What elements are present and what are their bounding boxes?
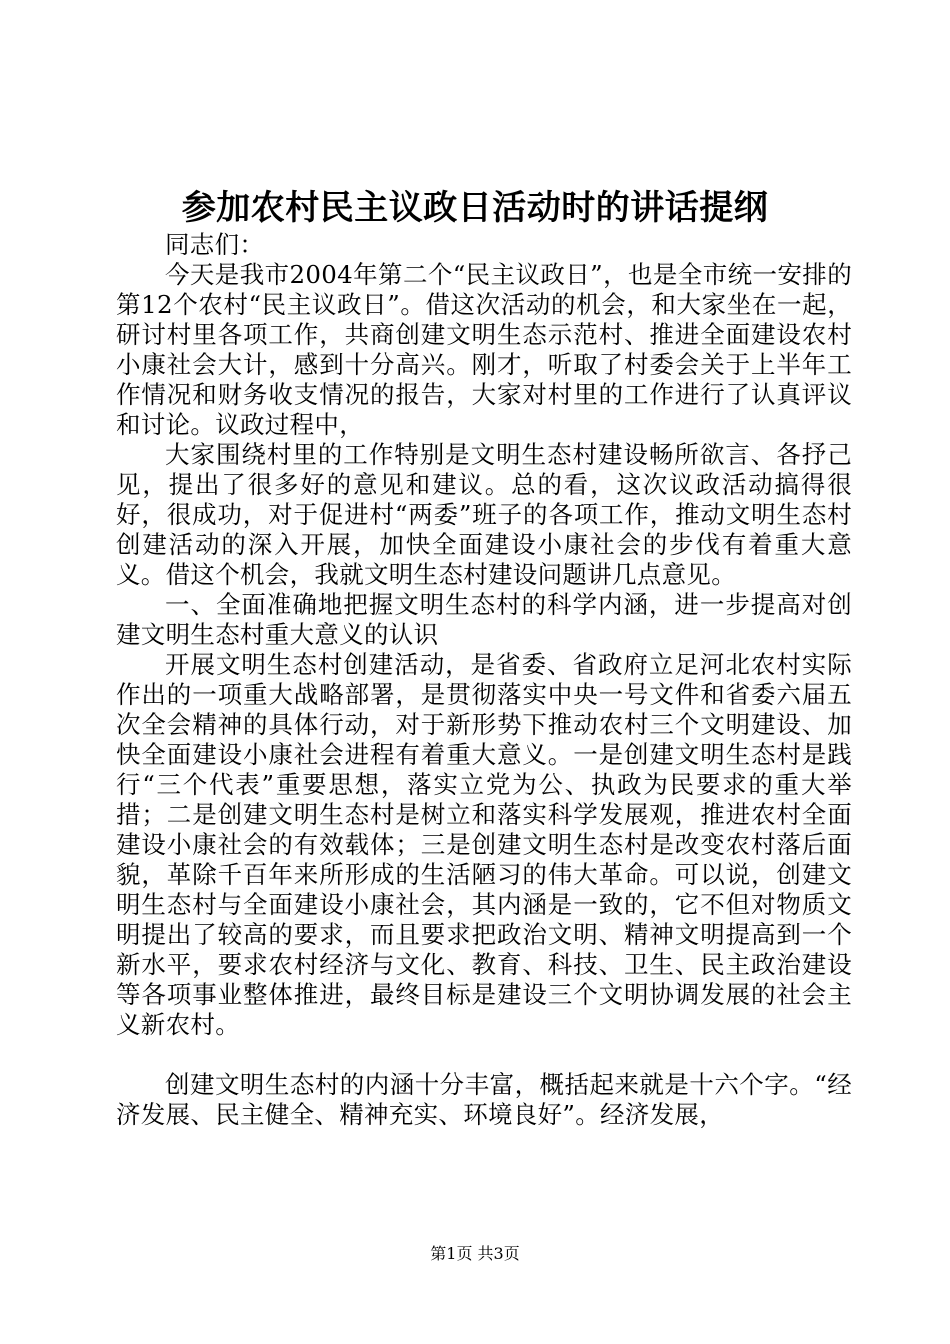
paragraph: 大家围绕村里的工作特别是文明生态村建设畅所欲言、各抒己见，提出了很多好的意见和建议。总的看，这次议政活动搞得很好，很成功，对于促进村“两委”班子的各项工作，推动文明生态村创建活动的深入开展，加快全面建设小康社会的步伐有着重大意义。借这个机会，我就文明生态村建设问题讲几点意见。 — [116, 440, 852, 589]
document-body — [116, 230, 852, 1130]
page-footer: 第1页 共3页 — [430, 1244, 520, 1263]
paragraph: 开展文明生态村创建活动，是省委、省政府立足河北农村实际作出的一项重大战略部署，是贯彻落实中央一号文件和省委六届五次全会精神的具体行动，对于新形势下推动农村三个文明建设、加快全面建设小康社会进程有着重大意义。一是创建文明生态村是践行“三个代表”重要思想，落实立党为公、执政为民要求的重大举措；二是创建文明生态村是树立和落实科学发展观，推进农村全面建设小康社会的有效载体；三是创建文明生态村是改变农村落后面貌，革除千百年来所形成的生活陋习的伟大革命。可以说，创建文明生态村与全面建设小康社会，其内涵是一致的，它不但对物质文明提出了较高的要求，而且要求把政治文明、精神文明提高到一个新水平，要求农村经济与文化、教育、科技、卫生、民主政治建设等各项事业整体推进，最终目标是建设三个文明协调发展的社会主义新农村。 — [116, 650, 852, 1039]
paragraph: 今天是我市2004年第二个“民主议政日”，也是全市统一安排的第12个农村“民主议政日”。借这次活动的机会，和大家坐在一起，研讨村里各项工作，共商创建文明生态示范村、推进全面建设农村小康社会大计，感到十分高兴。刚才，听取了村委会关于上半年工作情况和财务收支情况的报告，大家对村里的工作进行了认真评议和讨论。议政过程中， — [116, 260, 852, 439]
section-heading: 一、全面准确地把握文明生态村的科学内涵，进一步提高对创建文明生态村重大意义的认识 — [116, 590, 852, 649]
document-title: 参加农村民主议政日活动时的讲话提纲 — [181, 188, 769, 228]
paragraph: 创建文明生态村的内涵十分丰富，概括起来就是十六个字。“经济发展、民主健全、精神充实、环境良好”。经济发展， — [116, 1070, 852, 1129]
salutation: 同志们： — [165, 230, 265, 259]
